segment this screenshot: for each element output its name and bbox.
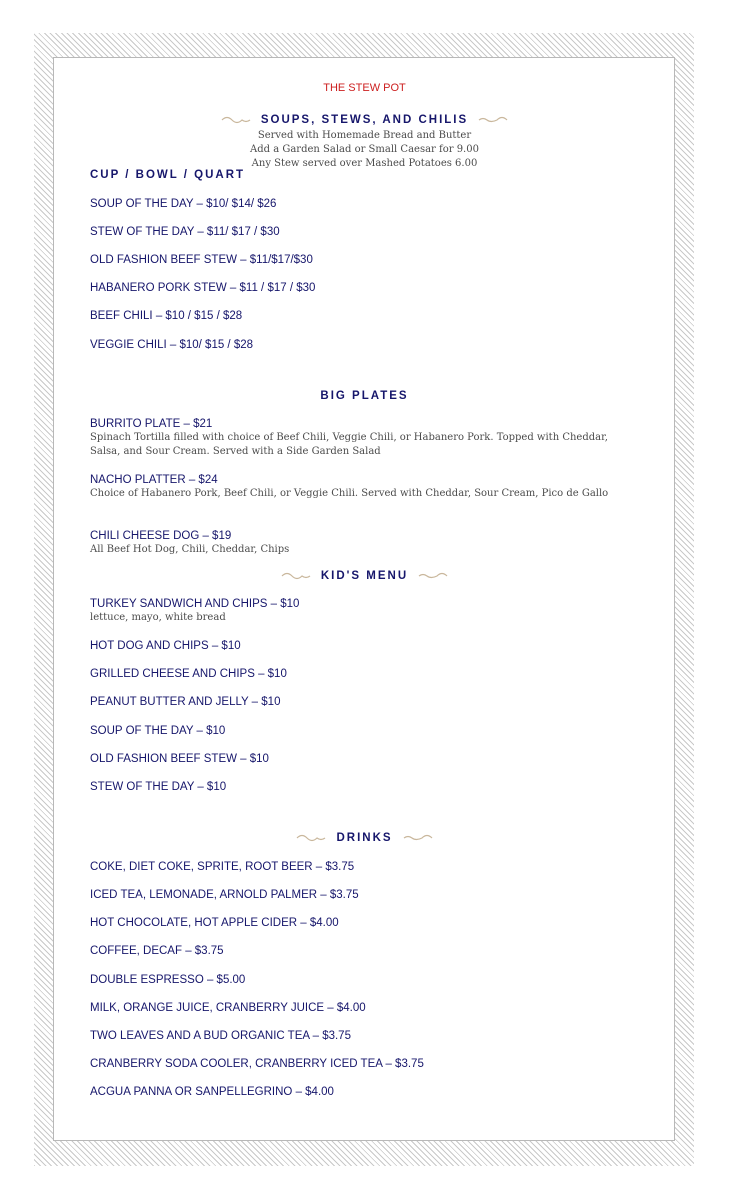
menu-item: CHILI CHEESE DOG – $19 <box>90 530 232 542</box>
menu-item: ICED TEA, LEMONADE, ARNOLD PALMER – $3.75 <box>90 889 359 901</box>
menu-item: OLD FASHION BEEF STEW – $11/$17/$30 <box>90 254 313 266</box>
menu-item: STEW OF THE DAY – $10 <box>90 781 227 793</box>
item-description: All Beef Hot Dog, Chili, Cheddar, Chips <box>90 544 290 555</box>
menu-item: HABANERO PORK STEW – $11 / $17 / $30 <box>90 282 316 294</box>
left-flourish-icon <box>221 115 251 125</box>
big-plates-heading: BIG PLATES <box>320 390 409 402</box>
right-flourish-icon <box>403 833 433 843</box>
item-description: Spinach Tortilla filled with choice of Beef Chili, Veggie Chili, or Habanero Pork. Topped with Cheddar, Salsa, and Sour Cream. Served with a Side Garden Salad <box>90 432 608 457</box>
menu-item: TWO LEAVES AND A BUD ORGANIC TEA – $3.75 <box>90 1030 351 1042</box>
menu-item: TURKEY SANDWICH AND CHIPS – $10 <box>90 598 300 610</box>
menu-item: SOUP OF THE DAY – $10/ $14/ $26 <box>90 198 277 210</box>
soups-note: Served with Homemade Bread and Butter <box>257 130 472 141</box>
soups-heading-label: SOUPS, STEWS, AND CHILIS <box>260 114 469 126</box>
soups-heading <box>0 113 729 127</box>
soups-note: Any Stew served over Mashed Potatoes 6.00 <box>251 158 478 169</box>
menu-item: MILK, ORANGE JUICE, CRANBERRY JUICE – $4.00 <box>90 1002 366 1014</box>
menu-item: PEANUT BUTTER AND JELLY – $10 <box>90 696 281 708</box>
menu-item: COFFEE, DECAF – $3.75 <box>90 945 224 957</box>
item-description: lettuce, mayo, white bread <box>90 612 226 623</box>
right-flourish-icon <box>478 115 508 125</box>
soups-note: Add a Garden Salad or Small Caesar for 9.00 <box>250 144 479 155</box>
menu-item: BEEF CHILI – $10 / $15 / $28 <box>90 310 243 322</box>
menu-item: SOUP OF THE DAY – $10 <box>90 725 226 737</box>
kids-heading-label: KID'S MENU <box>320 570 409 582</box>
left-flourish-icon <box>296 833 326 843</box>
item-description: Choice of Habanero Pork, Beef Chili, or Veggie Chili. Served with Cheddar, Sour Cream, Pico de Gallo <box>90 488 609 499</box>
right-flourish-icon <box>418 571 448 581</box>
menu-item: OLD FASHION BEEF STEW – $10 <box>90 753 269 765</box>
menu-item: HOT CHOCOLATE, HOT APPLE CIDER – $4.00 <box>90 917 339 929</box>
menu-title: THE STEW POT <box>323 82 406 94</box>
menu-item: BURRITO PLATE – $21 <box>90 418 213 430</box>
kids-heading <box>0 569 729 583</box>
menu-item: ACGUA PANNA OR SANPELLEGRINO – $4.00 <box>90 1086 334 1098</box>
size-legend: CUP / BOWL / QUART <box>90 169 246 181</box>
menu-item: DOUBLE ESPRESSO – $5.00 <box>90 974 246 986</box>
drinks-heading-label: DRINKS <box>336 832 393 844</box>
menu-item: STEW OF THE DAY – $11/ $17 / $30 <box>90 226 280 238</box>
menu-item: COKE, DIET COKE, SPRITE, ROOT BEER – $3.75 <box>90 861 355 873</box>
drinks-heading <box>0 831 729 845</box>
menu-item: GRILLED CHEESE AND CHIPS – $10 <box>90 668 287 680</box>
menu-item: VEGGIE CHILI – $10/ $15 / $28 <box>90 339 254 351</box>
menu-item: NACHO PLATTER – $24 <box>90 474 218 486</box>
left-flourish-icon <box>281 571 311 581</box>
menu-item: HOT DOG AND CHIPS – $10 <box>90 640 241 652</box>
menu-item: CRANBERRY SODA COOLER, CRANBERRY ICED TEA – $3.75 <box>90 1058 424 1070</box>
